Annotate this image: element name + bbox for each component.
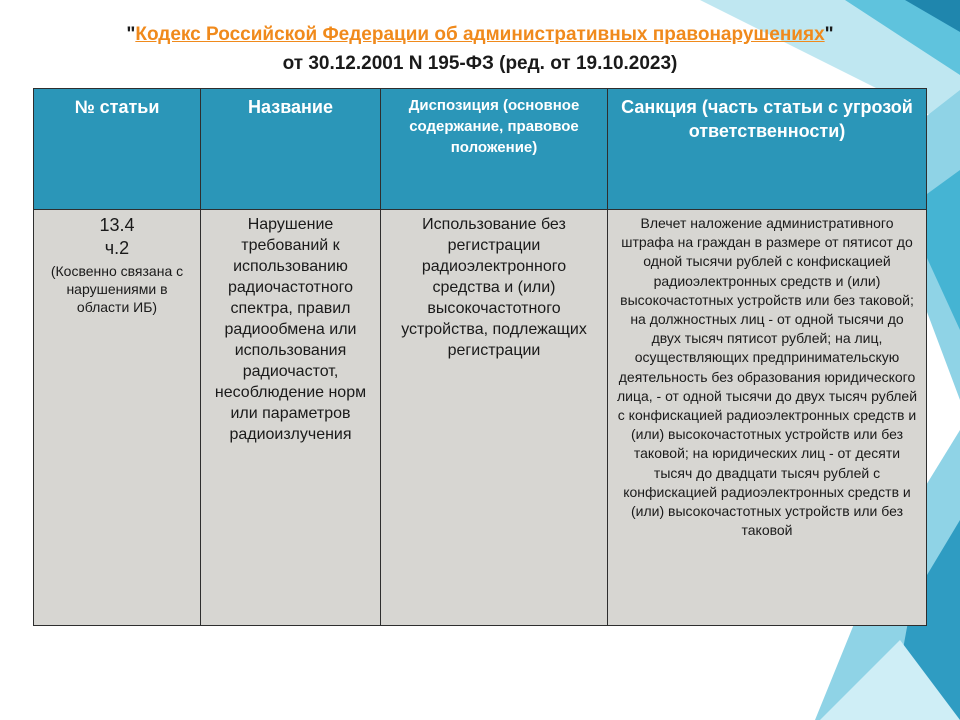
cell-name: Нарушение требований к использованию радиочастотного спектра, правил радиообмена или использования радиочастот, несоблюдение норм или параметров радиоизлучения — [201, 210, 381, 626]
article-part: ч.2 — [104, 238, 130, 258]
header-name: Название — [201, 89, 381, 210]
slide-title — [30, 20, 930, 78]
title-open-quote: " — [126, 24, 136, 45]
title-close-quote: " — [824, 24, 834, 45]
table-header-row — [34, 89, 927, 210]
title-line — [30, 20, 930, 49]
header-sanction: Санкция (часть статьи с угрозой ответственности) — [608, 89, 927, 210]
article-table — [33, 88, 927, 626]
cell-sanction: Влечет наложение административного штрафа на граждан в размере от пятисот до одной тысячи рублей с конфискацией радиоэлектронных средств и (или) высокочастотных устройств или без таковой; на должностных лиц - от одной тысячи до двух тысяч пятисот рублей; на лиц, осуществляющих предпринимательскую деятельность без образования юридического лица, - от одной тысячи до двух тысяч рублей с конфискацией радиоэлектронных средств и (или) высокочастотных устройств или без таковой; на юридических лиц - от десяти тысяч до двадцати тысяч рублей с конфискацией радиоэлектронных средств и (или) высокочастотных устройств или без таковой — [608, 210, 927, 626]
codex-title-link[interactable]: Кодекс Российской Федерации об административных правонарушениях — [135, 24, 825, 45]
table-row — [34, 210, 927, 626]
cell-disposition: Использование без регистрации радиоэлектронного средства и (или) высокочастотного устройства, подлежащих регистрации — [381, 210, 608, 626]
header-disposition: Диспозиция (основное содержание, правовое положение) — [381, 89, 608, 210]
header-article-number: № статьи — [34, 89, 201, 210]
title-subtitle: от 30.12.2001 N 195-ФЗ (ред. от 19.10.2023) — [282, 53, 678, 74]
article-note: (Косвенно связана с нарушениями в области ИБ) — [50, 263, 184, 315]
article-number: 13.4 — [99, 215, 135, 235]
cell-article-number — [34, 210, 201, 626]
